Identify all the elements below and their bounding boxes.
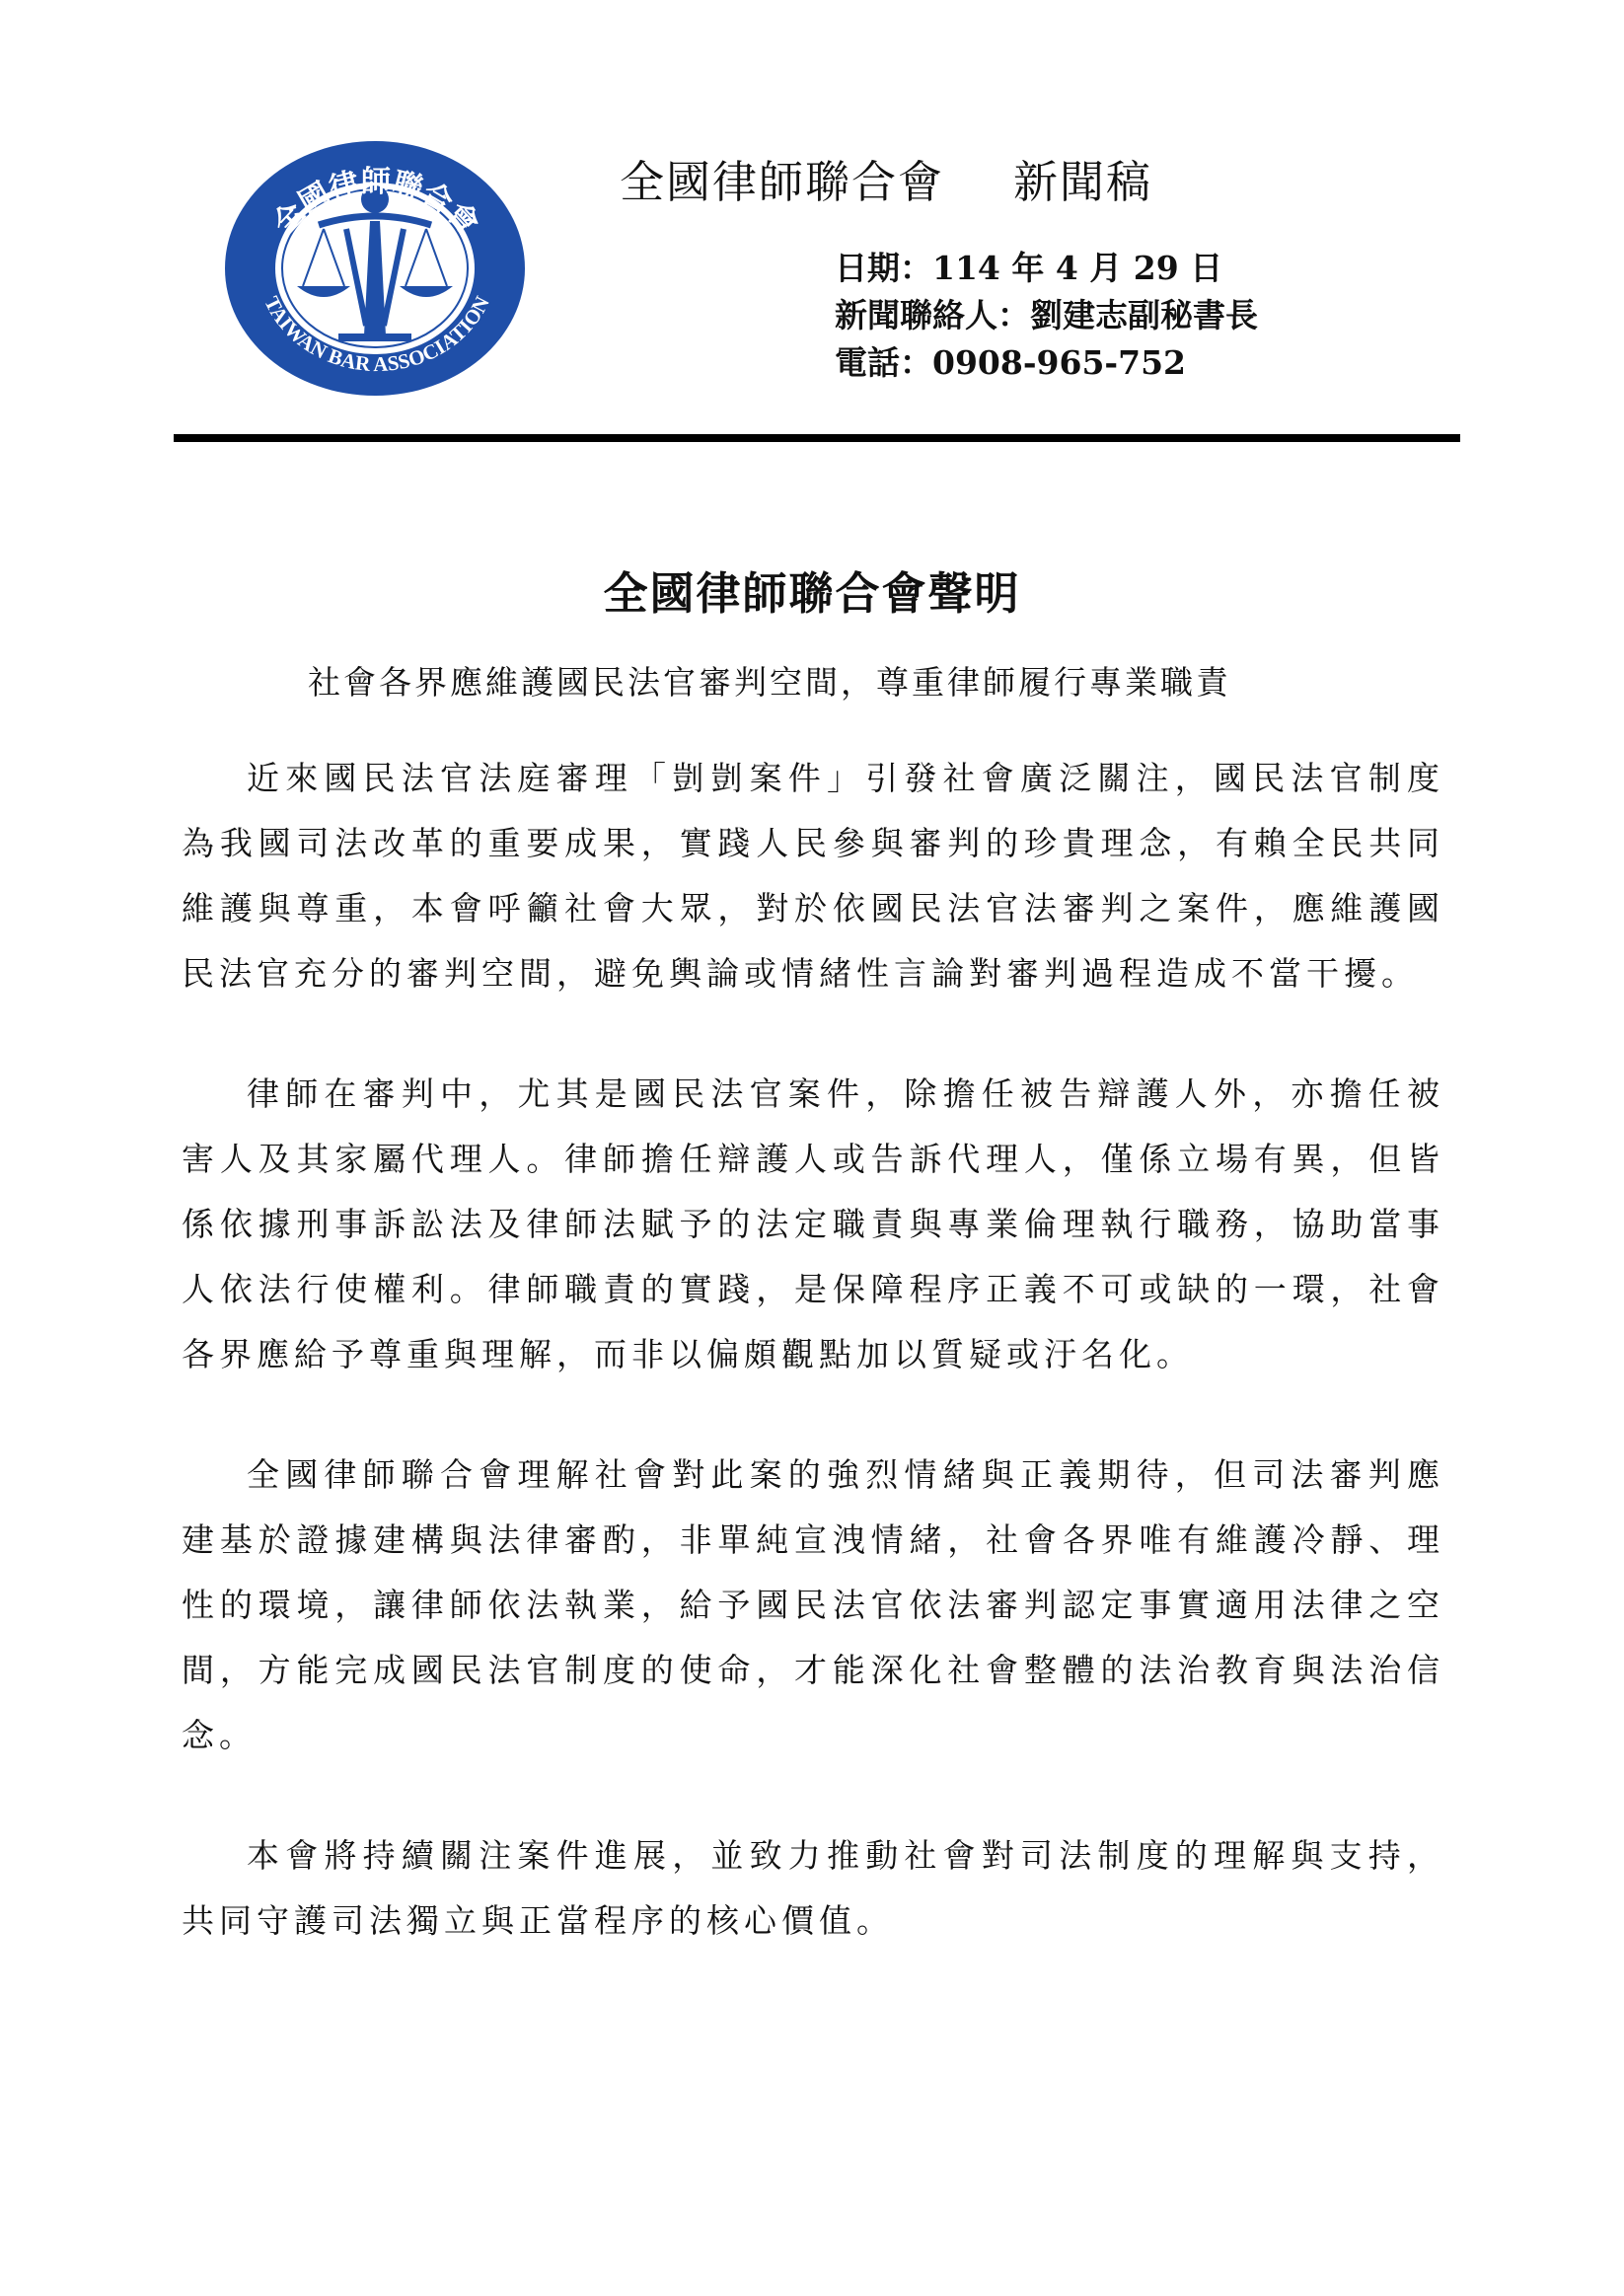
org-name: 全國律師聯合會 [620,156,945,208]
contact-person-line: 新聞聯絡人：劉建志副秘書長 [835,296,1258,334]
contact-block [835,245,1258,387]
logo-arc-text-zh: 全國律師聯合會 [266,165,485,242]
paragraph-2: 律師在審判中，尤其是國民法官案件，除擔任被告辯護人外，亦擔任被害人及其家屬代理人。律師擔任辯護人或告訴代理人，僅係立場有異，但皆係依據刑事訴訟法及律師法賦予的法定職責與專業倫理執行職務，協助當事人依法行使權利。律師職責的實踐，是保障程序正義不可或缺的一環，社會各界應給予尊重與理解，而非以偏頗觀點加以質疑或汙名化。 [182,1074,1444,1373]
date-line: 日期：114 年 4 月 29 日 [835,249,1223,287]
paragraph-3: 全國律師聯合會理解社會對此案的強烈情緒與正義期待，但司法審判應建基於證據建構與法律審酌，非單純宣洩情緒，社會各界唯有維護冷靜、理性的環境，讓律師依法執業，給予國民法官依法審判認定事實適用法律之空間，方能完成國民法官制度的使命，才能深化社會整體的法治教育與法治信念。 [182,1455,1444,1754]
statement-title: 全國律師聯合會聲明 [603,567,1021,620]
doc-type: 新聞稿 [1013,156,1153,208]
taiwan-bar-association-logo [222,138,528,400]
statement-body [182,746,1444,2009]
header-divider [174,434,1460,442]
press-release-heading [620,146,1152,210]
paragraph-4: 本會將持續關注案件進展，並致力推動社會對司法制度的理解與支持，共同守護司法獨立與正當程序的核心價值。 [182,1836,1444,1940]
statement-subtitle: 社會各界應維護國民法官審判空間，尊重律師履行專業職責 [308,663,1231,702]
logo-arc-text-en: TAIWAN BAR ASSOCIATION [259,292,494,377]
phone-line: 電話：0908-965-752 [835,343,1187,382]
paragraph-1: 近來國民法官法庭審理「剴剴案件」引發社會廣泛關注，國民法官制度為我國司法改革的重要成果，實踐人民參與審判的珍貴理念，有賴全民共同維護與尊重，本會呼籲社會大眾，對於依國民法官法審判之案件，應維護國民法官充分的審判空間，避免輿論或情緒性言論對審判過程造成不當干擾。 [182,759,1444,993]
